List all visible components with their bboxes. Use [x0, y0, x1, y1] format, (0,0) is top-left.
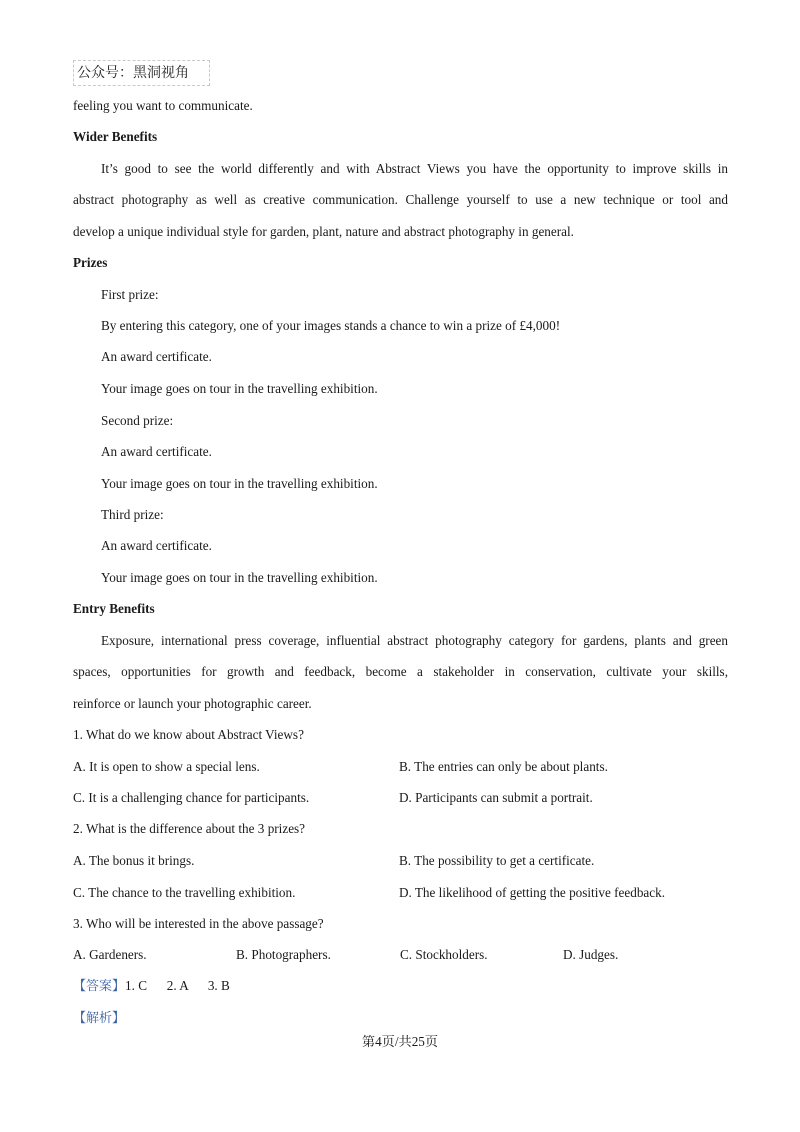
question-2: 2. What is the difference about the 3 prizes?: [73, 821, 306, 836]
option-1a: A. It is open to show a special lens.: [73, 759, 260, 774]
analysis-line: [73, 1009, 125, 1028]
paragraph-line: reinforce or launch your photographic career.: [73, 696, 312, 711]
analysis-tag: 【解析】: [73, 1011, 126, 1026]
answer-tag: 【答案】: [73, 979, 126, 994]
option-3b: B. Photographers.: [236, 947, 331, 962]
prize-line: An award certificate.: [101, 538, 212, 553]
prize-line: An award certificate.: [101, 349, 212, 364]
prize-label-third: Third prize:: [101, 507, 164, 522]
option-3d: D. Judges.: [563, 947, 619, 962]
prize-line: Your image goes on tour in the travelling exhibition.: [101, 381, 378, 396]
option-3a: A. Gardeners.: [73, 947, 147, 962]
option-2a: A. The bonus it brings.: [73, 853, 195, 868]
answer-line: [73, 977, 230, 996]
prize-line: By entering this category, one of your images stands a chance to win a prize of £4,000!: [101, 318, 561, 333]
prize-label-first: First prize:: [101, 287, 159, 302]
question-1: 1. What do we know about Abstract Views?: [73, 727, 304, 742]
prize-line: An award certificate.: [101, 444, 212, 459]
option-3c: C. Stockholders.: [400, 947, 488, 962]
paragraph-line: abstract photography as well as creative communication. Challenge yourself to use a new technique or tool and: [73, 192, 728, 207]
page-footer: 第4页/共25页: [361, 1034, 439, 1049]
prize-label-second: Second prize:: [101, 413, 174, 428]
paragraph-line: develop a unique individual style for garden, plant, nature and abstract photography in general.: [73, 224, 574, 239]
paragraph-line: Exposure, international press coverage, influential abstract photography category for gardens, plants and green: [101, 633, 728, 648]
question-3: 3. Who will be interested in the above passage?: [73, 916, 324, 931]
option-1c: C. It is a challenging chance for participants.: [73, 790, 310, 805]
option-2d: D. The likelihood of getting the positive feedback.: [399, 885, 666, 900]
paragraph-line: It’s good to see the world differently and with Abstract Views you have the opportunity to improve skills in: [101, 161, 728, 176]
option-2c: C. The chance to the travelling exhibition.: [73, 885, 296, 900]
section-heading-entry-benefits: Entry Benefits: [73, 601, 155, 616]
text-line: feeling you want to communicate.: [73, 98, 253, 113]
section-heading-wider-benefits: Wider Benefits: [73, 129, 158, 144]
prize-line: Your image goes on tour in the travelling exhibition.: [101, 476, 378, 491]
watermark-label: 公众号：黑洞视角: [73, 60, 210, 86]
option-1b: B. The entries can only be about plants.: [399, 759, 608, 774]
option-1d: D. Participants can submit a portrait.: [399, 790, 593, 805]
prize-line: Your image goes on tour in the travelling exhibition.: [101, 570, 378, 585]
answer-text: 1. C 2. A 3. B: [125, 978, 230, 993]
paragraph-line: spaces, opportunities for growth and feedback, become a stakeholder in conservation, cultivate your skills,: [73, 664, 728, 679]
option-2b: B. The possibility to get a certificate.: [399, 853, 595, 868]
section-heading-prizes: Prizes: [73, 255, 108, 270]
